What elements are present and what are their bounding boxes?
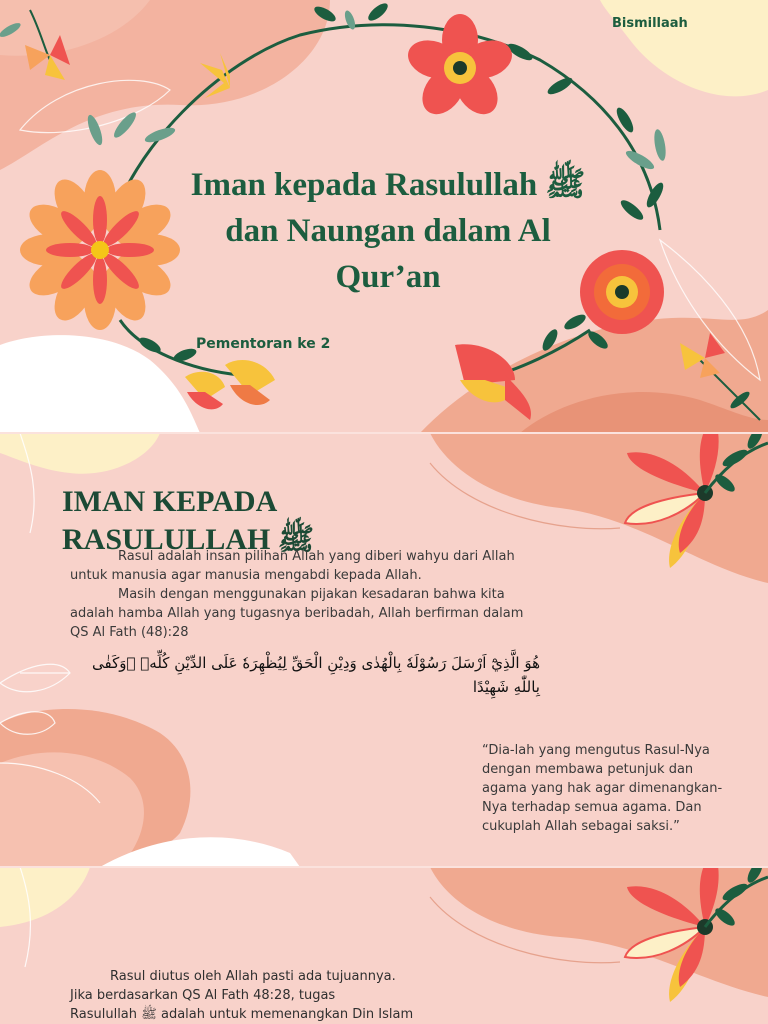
slide-2-heading: IMAN KEPADA RASULULLAH ﷺ <box>62 485 315 556</box>
slide-divider <box>0 866 768 868</box>
top-right-label: Bismillaah <box>612 16 688 31</box>
slide-2 <box>0 433 768 867</box>
arabic-verse: هُوَ الَّذِيْٓ اَرْسَلَ رَسُوْلَهٗ بِالْهُدٰى وَدِيْنِ الْحَقِّ لِيُظْهِرَهٗ عَلَى الدِّيْنِ كُلِّهٖ ۗوَكَفٰى بِاللّٰهِ شَهِيْدًا <box>92 654 540 696</box>
slide-1 <box>0 0 768 433</box>
slide-1-subtitle: Pementoran ke 2 <box>196 336 331 352</box>
slide-1-title: Iman kepada Rasulullah ﷺ dan Naungan dalam Al Qur’an <box>190 167 586 295</box>
paragraph-2: Masih dengan menggunakan pijakan kesadaran bahwa kita adalah hamba Allah yang tugasnya beribadah, Allah berfirman dalam QS Al Fath (48):28 <box>70 587 524 640</box>
slide-3 <box>0 867 768 1024</box>
slide-3-line-1-text: Rasul diutus oleh Allah pasti ada tujuannya. <box>110 969 396 984</box>
slide-3-line-3: Rasulullah ﷺ adalah untuk memenangkan Din Islam <box>70 1007 414 1022</box>
slide-divider <box>0 432 768 434</box>
slide-3-line-2: Jika berdasarkan QS Al Fath 48:28, tugas <box>70 988 336 1003</box>
paragraph-1: Rasul adalah insan pilihan Allah yang diberi wahyu dari Allah untuk manusia agar manusia mengabdi kepada Allah. <box>70 549 515 583</box>
slide-2-body <box>70 547 540 642</box>
slide-3-line-1 <box>70 967 450 986</box>
slide-3-body <box>70 967 450 1024</box>
verse-translation: “Dia-lah yang mengutus Rasul-Nya dengan membawa petunjuk dan agama yang hak agar dimenangkan-Nya terhadap semua agama. Dan cukuplah Allah sebagai saksi.” <box>482 743 723 834</box>
